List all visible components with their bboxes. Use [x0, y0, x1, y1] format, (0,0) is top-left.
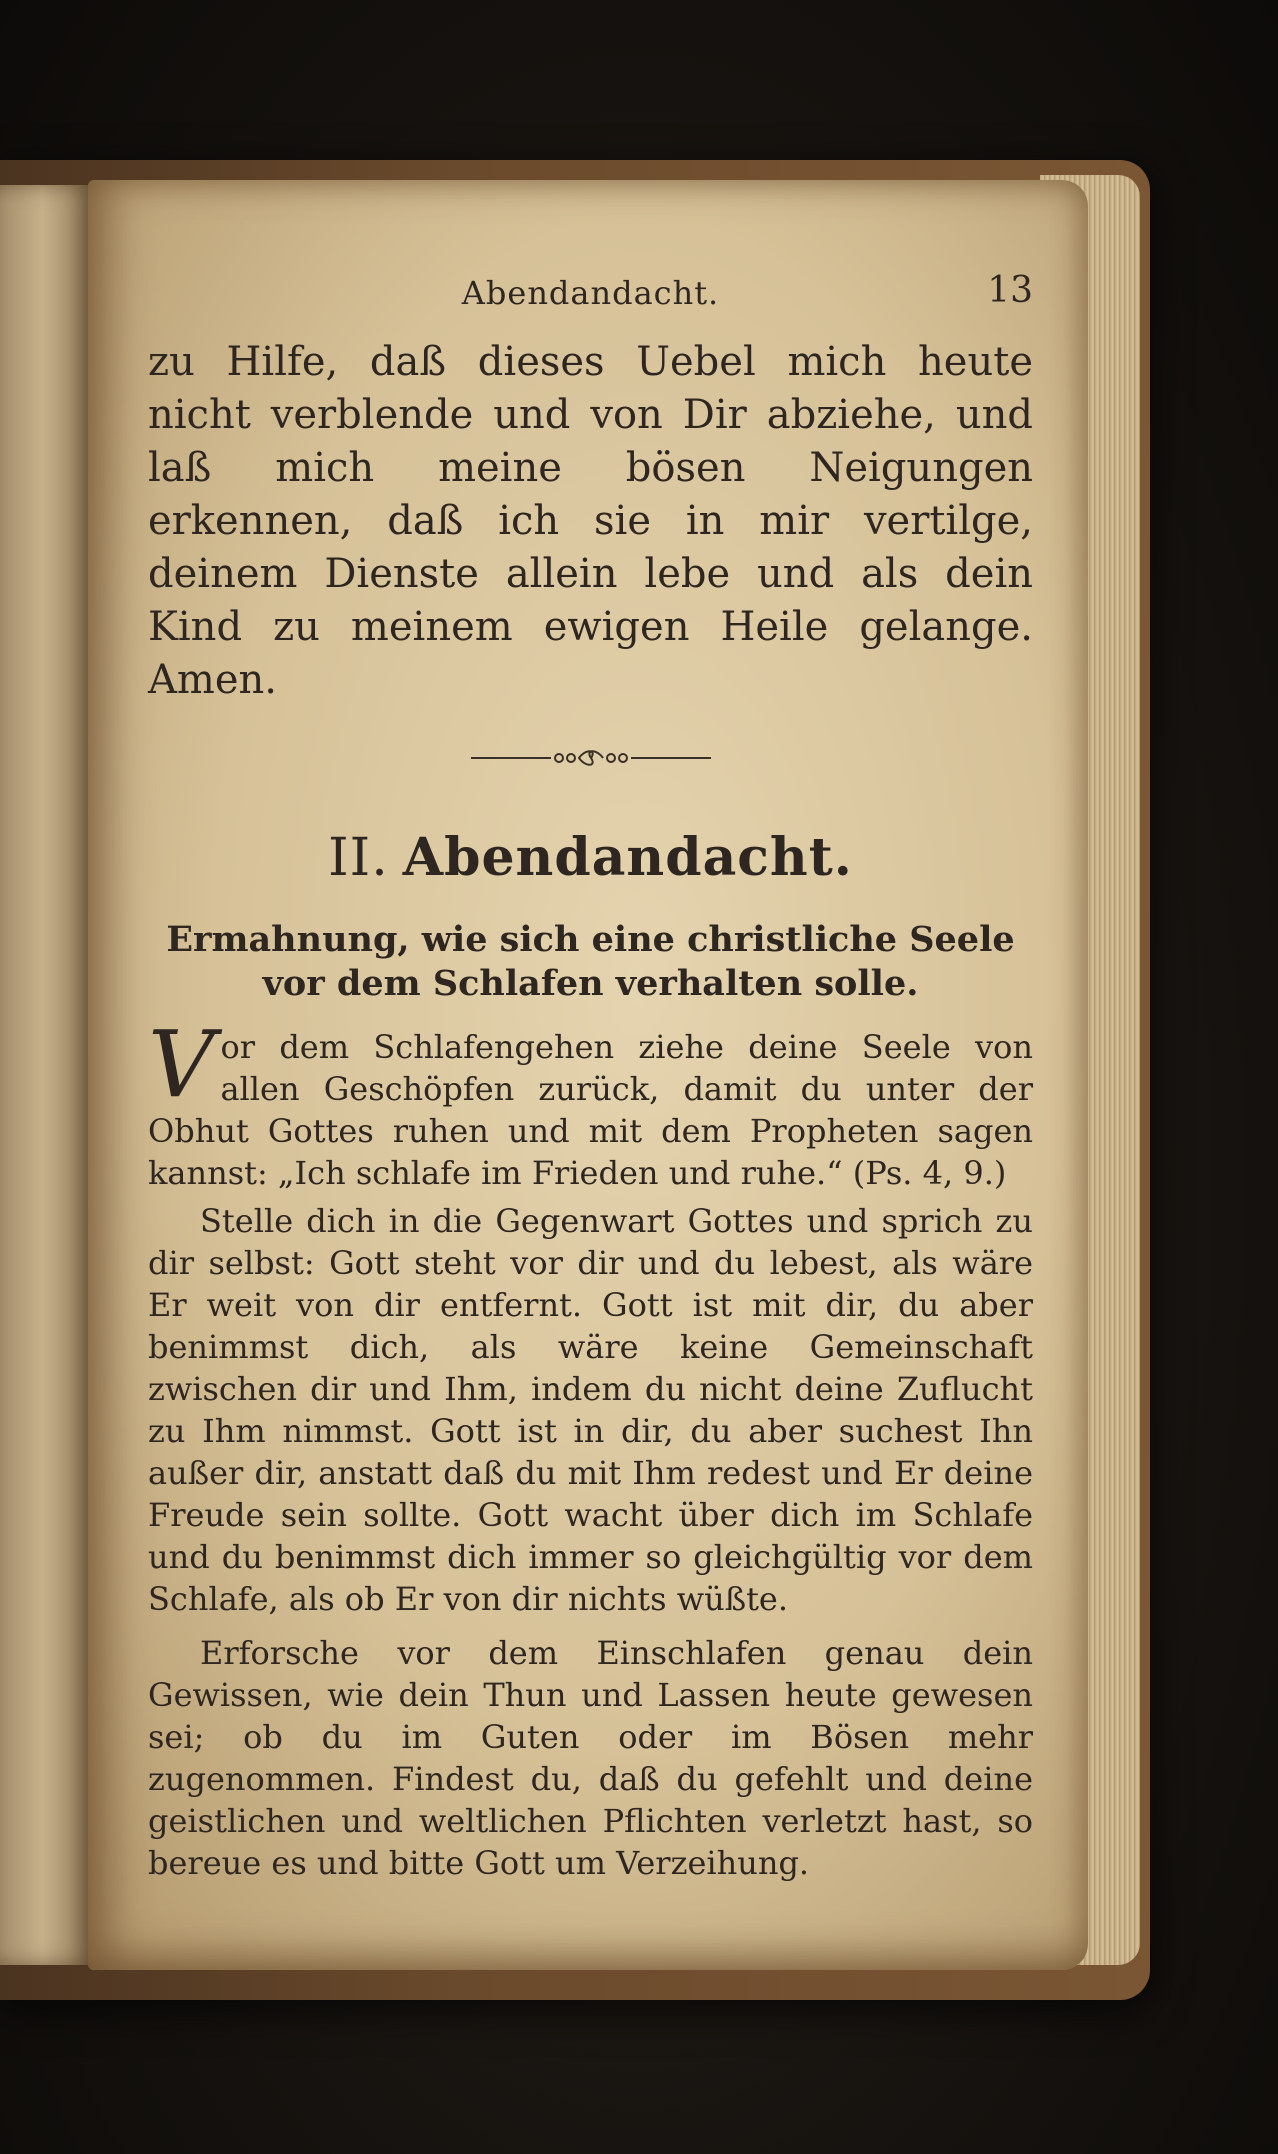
body-paragraph-3: Erforsche vor dem Einschlafen genau dein Gewissen, wie dein Thun und Lassen heute gewesen sei; ob du im Guten oder im Bösen mehr zugenommen. Findest du, daß du gefehlt und deine geistlichen und weltlichen Pflichten verletzt hast, so bereue es und bitte Gott um Verzeihung.	[148, 1634, 1033, 1882]
dropcap-letter: V	[148, 1011, 215, 1118]
book-page	[88, 180, 1088, 1970]
continued-prayer-text: zu Hilfe, daß dieses Uebel mich heute nicht verblende und von Dir abziehe, und laß mich meine bösen Neigungen erkennen, daß ich sie in mir vertilge, deinem Dienste allein lebe und als dein Kind zu meinem ewigen Heile gelange. Amen.	[148, 339, 1033, 703]
body-paragraph-2: Stelle dich in die Gegenwart Gottes und sprich zu dir selbst: Gott steht vor dir und du lebest, als wäre Er weit von dir entfernt. Gott ist mit dir, du aber benimmst dich, als wäre keine Gemeinschaft zwischen dir und Ihm, indem du nicht deine Zuflucht zu Ihm nimmst. Gott ist in dir, du aber suchest Ihn außer dir, anstatt daß du mit Ihm redest und Er deine Freude sein sollte. Gott wacht über dich im Schlafe und du benimmst dich immer so gleichgültig vor dem Schlafe, als ob Er von dir nichts wüßte.	[148, 1202, 1033, 1618]
facing-page-edge	[0, 185, 95, 1965]
text-block	[148, 270, 1033, 1884]
section-subtitle: Ermahnung, wie sich eine christliche Seele vor dem Schlafen verhalten solle.	[166, 919, 1015, 1004]
running-title: Abendandacht.	[461, 274, 720, 312]
page-number: 13	[987, 270, 1033, 311]
running-head	[148, 270, 1033, 326]
ornament-divider	[471, 747, 711, 769]
section-numeral: II.	[328, 828, 389, 888]
paragraph-1-text: or dem Schlafengehen ziehe deine Seele von allen Geschöpfen zurück, damit du unter der Obhut Gottes ruhen und mit dem Propheten sagen kannst: „Ich schlafe im Frieden und ruhe.“ (Ps. 4, 9.)	[148, 1028, 1033, 1192]
section-title: Abendandacht.	[402, 827, 853, 888]
section-heading	[148, 827, 1033, 888]
body-paragraph-1	[148, 1011, 1033, 1194]
